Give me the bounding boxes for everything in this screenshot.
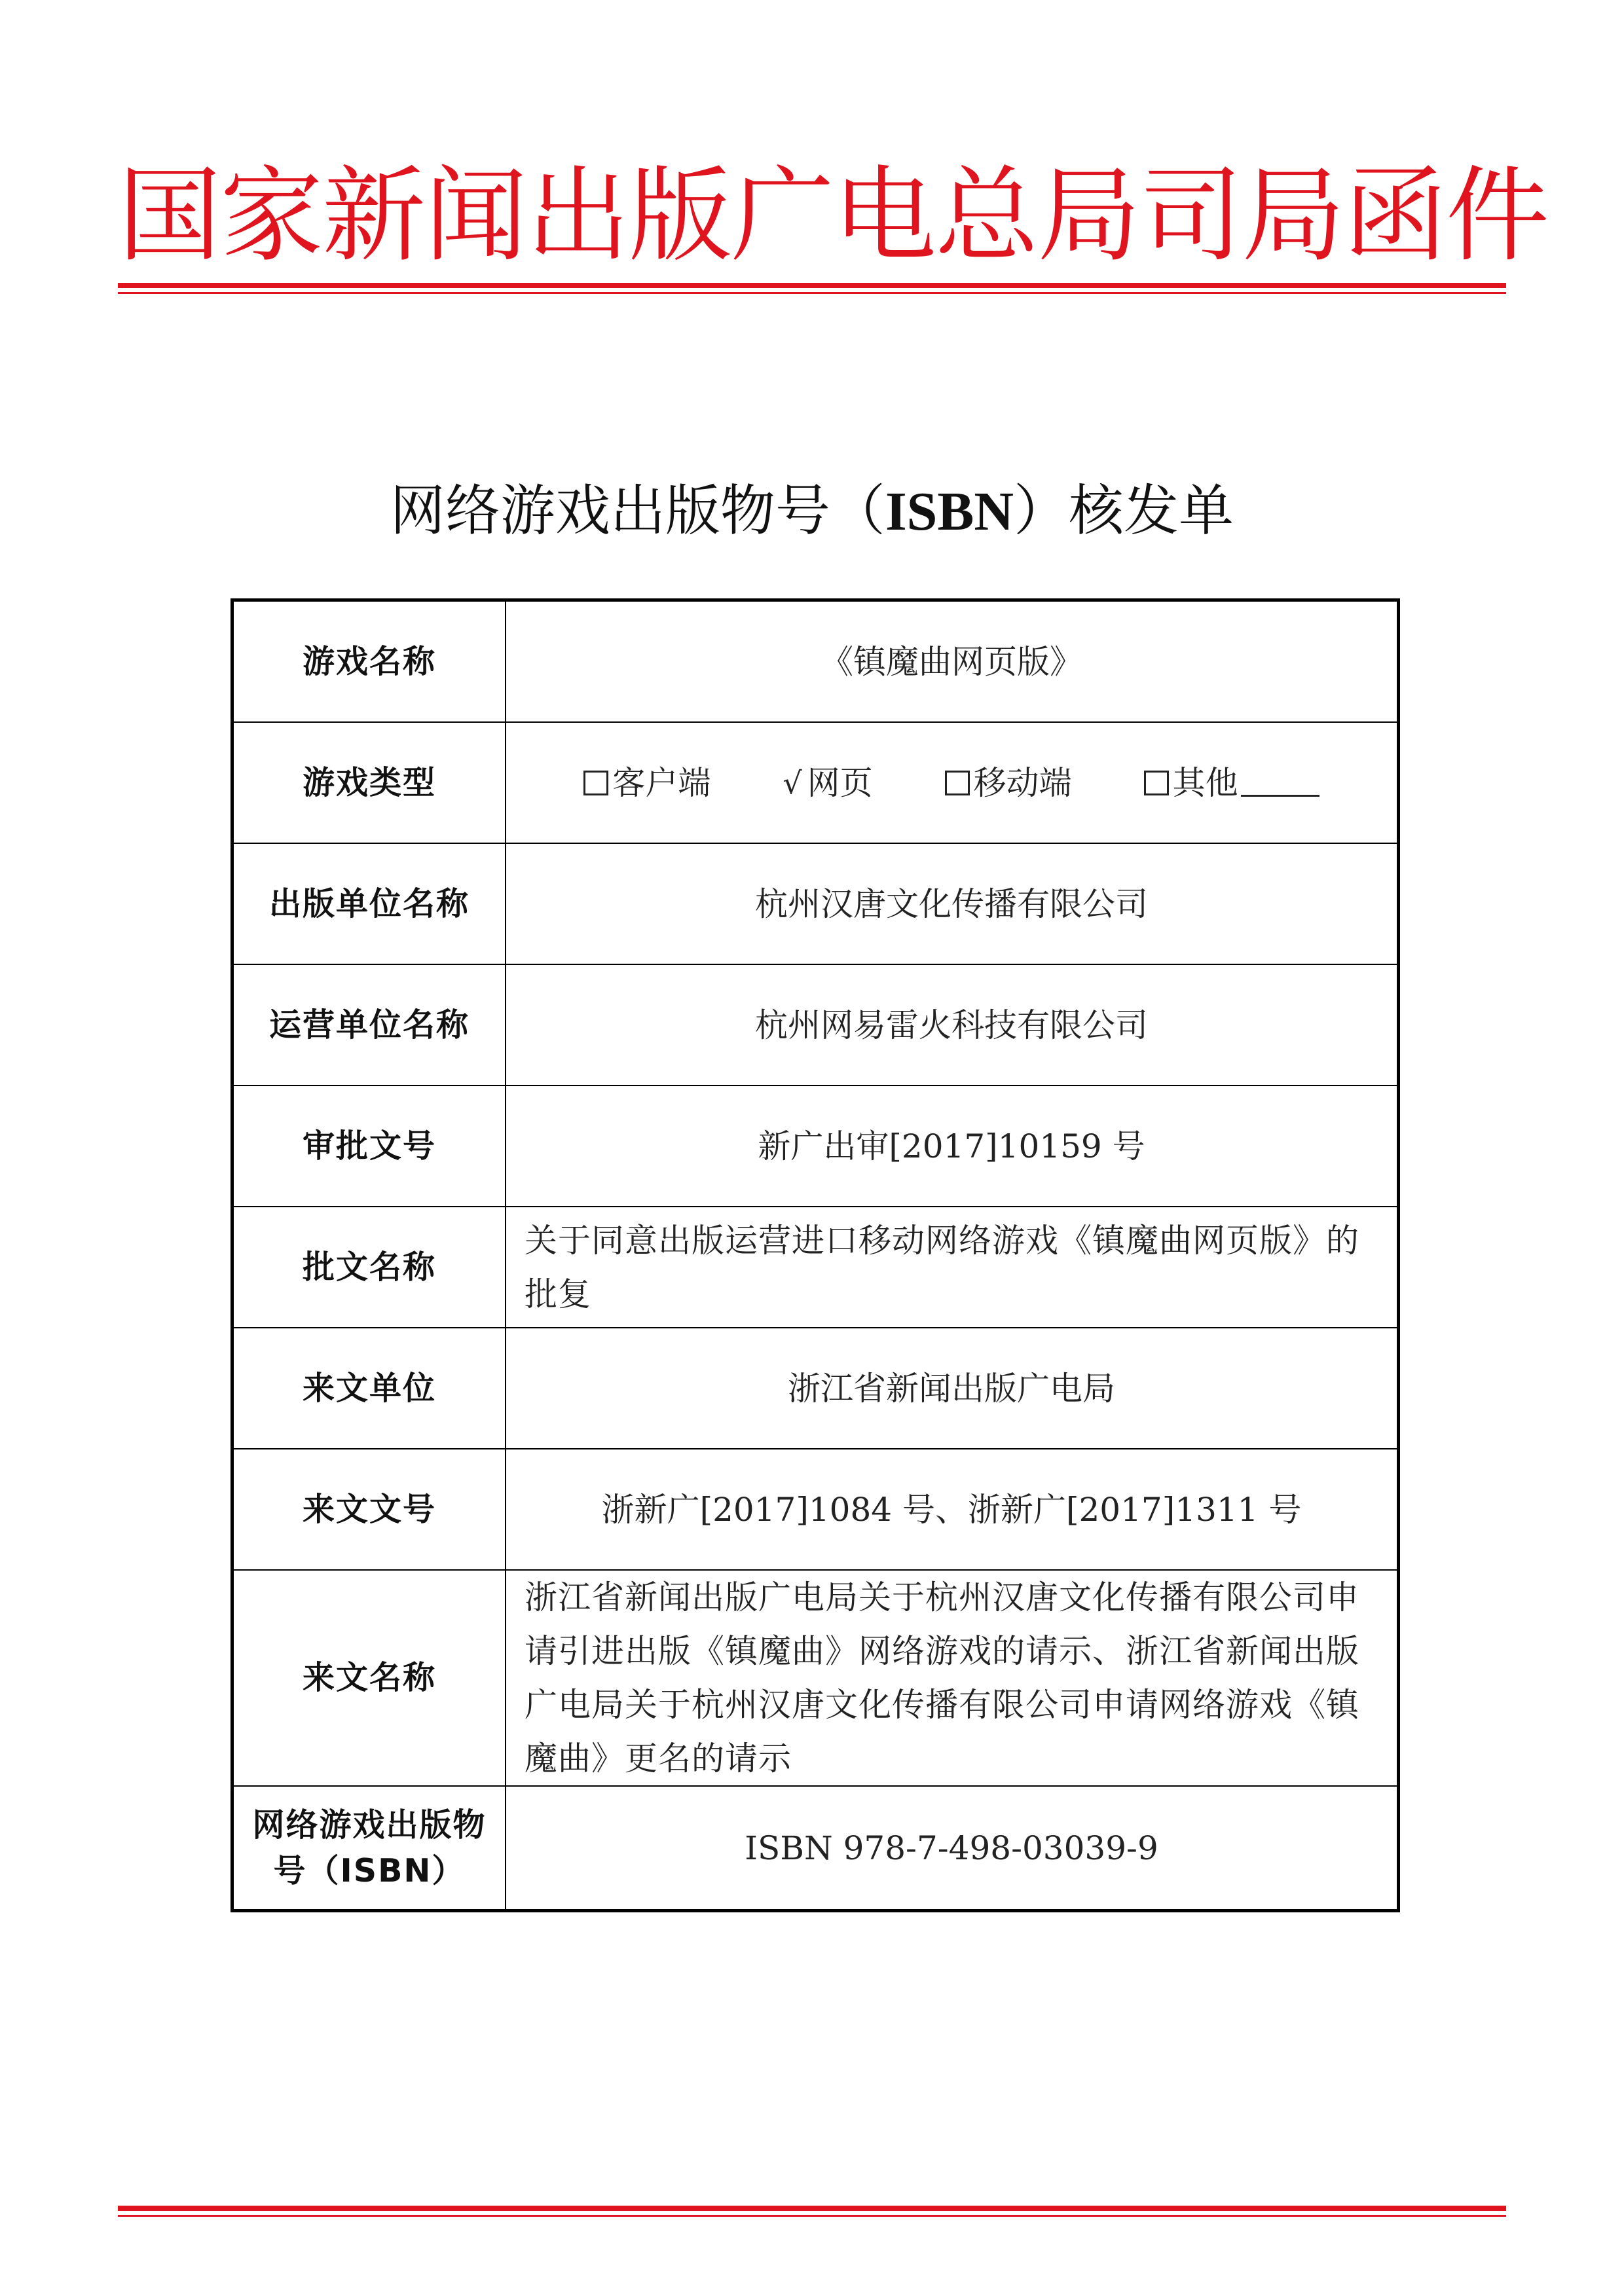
checkmark-icon: √	[783, 765, 802, 801]
table-row-isbn	[232, 1786, 1399, 1911]
option-mobile-label: 移动端	[973, 763, 1072, 802]
label-publisher: 出版单位名称	[232, 843, 506, 964]
value-game-type	[506, 722, 1399, 843]
value-game-name: 《镇魔曲网页版》	[506, 600, 1399, 723]
table-row-source-number	[232, 1449, 1399, 1570]
label-source-name: 来文名称	[232, 1570, 506, 1786]
value-publisher: 杭州汉唐文化传播有限公司	[506, 843, 1399, 964]
footer-rule-thin	[118, 2215, 1506, 2217]
letterhead-title: 国家新闻出版广电总局司局函件	[118, 156, 1548, 276]
label-isbn: 网络游戏出版物号（ISBN）	[232, 1786, 506, 1911]
option-other-label: 其他	[1172, 763, 1238, 802]
unchecked-box-icon	[583, 771, 608, 795]
document-title-isbn: ISBN	[885, 481, 1014, 542]
table-row-game-name	[232, 600, 1399, 723]
isbn-record-table	[231, 598, 1400, 1912]
label-approval-name: 批文名称	[232, 1207, 506, 1328]
option-client	[583, 760, 710, 806]
table-row-source-unit	[232, 1328, 1399, 1449]
unchecked-box-icon	[945, 771, 970, 795]
value-source-name: 浙江省新闻出版广电局关于杭州汉唐文化传播有限公司申请引进出版《镇魔曲》网络游戏的请示、浙江省新闻出版广电局关于杭州汉唐文化传播有限公司申请网络游戏《镇魔曲》更名的请示	[506, 1570, 1399, 1786]
option-mobile	[945, 760, 1072, 806]
table-row-approval-number	[232, 1085, 1399, 1207]
value-source-number: 浙新广[2017]1084 号、浙新广[2017]1311 号	[506, 1449, 1399, 1570]
footer-rule-thick	[118, 2206, 1506, 2211]
option-web	[783, 760, 872, 806]
option-web-label: 网页	[807, 763, 873, 802]
table-row-game-type	[232, 722, 1399, 843]
label-approval-number: 审批文号	[232, 1085, 506, 1207]
label-game-name: 游戏名称	[232, 600, 506, 723]
value-isbn: ISBN 978-7-498-03039-9	[506, 1786, 1399, 1911]
label-operator: 运营单位名称	[232, 964, 506, 1085]
label-source-unit: 来文单位	[232, 1328, 506, 1449]
value-approval-name: 关于同意出版运营进口移动网络游戏《镇魔曲网页版》的批复	[506, 1207, 1399, 1328]
label-game-type: 游戏类型	[232, 722, 506, 843]
document-title	[118, 471, 1506, 550]
document-title-prefix: 网络游戏出版物号（	[390, 479, 885, 543]
label-source-number: 来文文号	[232, 1449, 506, 1570]
table-row-approval-name	[232, 1207, 1399, 1328]
option-other	[1144, 760, 1320, 806]
table-row-publisher	[232, 843, 1399, 964]
value-approval-number: 新广出审[2017]10159 号	[506, 1085, 1399, 1207]
value-operator: 杭州网易雷火科技有限公司	[506, 964, 1399, 1085]
document-title-suffix: ）核发单	[1014, 479, 1234, 543]
table-row-source-name	[232, 1570, 1399, 1786]
table-row-operator	[232, 964, 1399, 1085]
header-rule-thick	[118, 283, 1506, 288]
fill-in-blank-line	[1241, 769, 1320, 797]
value-source-unit: 浙江省新闻出版广电局	[506, 1328, 1399, 1449]
unchecked-box-icon	[1144, 771, 1169, 795]
option-client-label: 客户端	[612, 763, 711, 802]
header-rule-thin	[118, 292, 1506, 294]
